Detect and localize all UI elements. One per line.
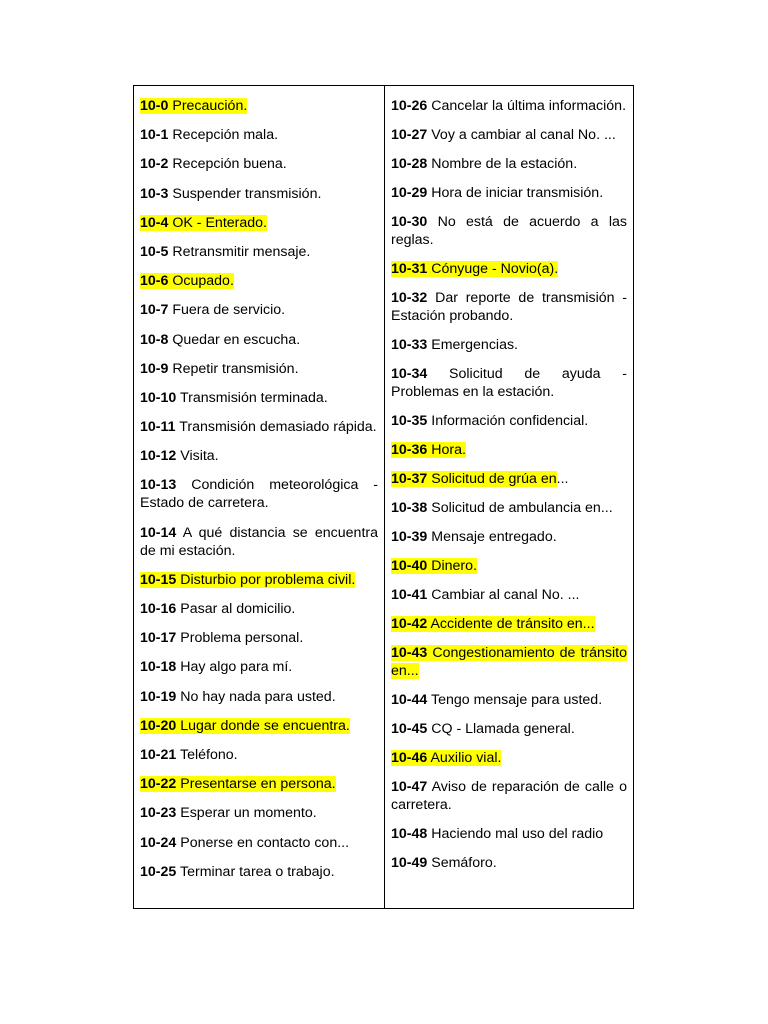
code-number: 10-15 bbox=[140, 571, 177, 588]
code-meaning: A qué distancia se encuentra de mi estación. bbox=[140, 524, 378, 559]
code-meaning: Disturbio por problema civil. bbox=[180, 571, 356, 588]
code-meaning: Transmisión terminada. bbox=[179, 389, 328, 406]
code-number: 10-30 bbox=[391, 214, 428, 230]
code-entry bbox=[391, 615, 627, 633]
entry-content bbox=[391, 855, 497, 871]
code-number: 10-7 bbox=[140, 302, 169, 319]
code-number: 10-24 bbox=[140, 834, 177, 851]
code-meaning-suffix: ... bbox=[556, 471, 569, 487]
code-meaning: Semáforo. bbox=[431, 855, 497, 871]
code-number: 10-48 bbox=[391, 826, 428, 842]
code-meaning: Retransmitir mensaje. bbox=[172, 243, 311, 260]
entry-content bbox=[391, 366, 627, 400]
right-column bbox=[385, 86, 633, 908]
code-number: 10-25 bbox=[140, 863, 177, 880]
entry-content bbox=[391, 290, 627, 324]
code-meaning: Visita. bbox=[180, 448, 219, 465]
entry-content bbox=[140, 659, 292, 675]
code-entry bbox=[391, 470, 627, 488]
code-meaning: Transmisión demasiado rápida. bbox=[179, 419, 377, 436]
entry-content bbox=[140, 302, 285, 318]
entry-content bbox=[391, 413, 588, 429]
code-meaning: Recepción mala. bbox=[172, 127, 279, 144]
code-entry bbox=[391, 825, 627, 843]
entry-content bbox=[140, 244, 310, 260]
code-number: 10-38 bbox=[391, 500, 428, 516]
code-entry bbox=[140, 658, 378, 676]
entry-content bbox=[140, 361, 299, 377]
code-number: 10-28 bbox=[391, 156, 428, 172]
highlight-mark bbox=[391, 750, 501, 766]
highlight-mark bbox=[140, 776, 336, 792]
code-meaning: Teléfono. bbox=[179, 746, 238, 763]
code-entry bbox=[391, 528, 627, 546]
code-meaning: CQ - Llamada general. bbox=[431, 721, 575, 737]
code-number: 10-43 bbox=[391, 645, 428, 661]
code-meaning: Problema personal. bbox=[180, 630, 304, 647]
code-number: 10-36 bbox=[391, 442, 428, 458]
entry-content bbox=[140, 419, 377, 435]
code-entry bbox=[391, 184, 627, 202]
entry-content bbox=[391, 500, 613, 516]
entry-content bbox=[140, 448, 219, 464]
code-entry bbox=[140, 746, 378, 764]
code-number: 10-1 bbox=[140, 127, 169, 144]
code-entry bbox=[140, 476, 378, 512]
code-number: 10-31 bbox=[391, 261, 428, 277]
code-meaning: Tengo mensaje para usted. bbox=[430, 692, 603, 708]
code-number: 10-8 bbox=[140, 331, 169, 348]
entry-content bbox=[391, 337, 518, 353]
code-number: 10-2 bbox=[140, 156, 169, 173]
code-number: 10-16 bbox=[140, 601, 177, 617]
code-number: 10-19 bbox=[140, 688, 177, 705]
code-number: 10-34 bbox=[391, 366, 428, 382]
highlight-mark bbox=[391, 442, 466, 458]
code-meaning: Fuera de servicio. bbox=[172, 302, 286, 319]
entry-content bbox=[140, 186, 321, 202]
code-number: 10-32 bbox=[391, 290, 428, 306]
code-number: 10-41 bbox=[391, 587, 428, 603]
code-meaning: Suspender transmisión. bbox=[172, 185, 322, 202]
code-entry bbox=[140, 447, 378, 465]
entry-content bbox=[140, 805, 317, 821]
code-entry bbox=[140, 389, 378, 407]
highlight-mark bbox=[140, 273, 234, 289]
highlight-mark bbox=[140, 572, 355, 588]
code-entry bbox=[140, 97, 378, 115]
code-number: 10-42 bbox=[391, 616, 428, 632]
code-entry bbox=[391, 720, 627, 738]
entry-content bbox=[391, 721, 575, 737]
code-meaning: Lugar donde se encuentra. bbox=[180, 717, 350, 734]
code-meaning: Nombre de la estación. bbox=[431, 156, 578, 172]
code-number: 10-21 bbox=[140, 746, 177, 763]
code-meaning: Aviso de reparación de calle o carretera. bbox=[391, 779, 627, 813]
code-meaning: Dinero. bbox=[431, 558, 477, 574]
highlight-mark bbox=[140, 98, 247, 114]
code-meaning: Auxilio vial. bbox=[430, 750, 502, 766]
code-number: 10-27 bbox=[391, 127, 428, 143]
code-meaning: Esperar un momento. bbox=[180, 805, 317, 822]
code-entry bbox=[140, 717, 378, 735]
entry-content bbox=[140, 630, 303, 646]
code-meaning: No hay nada para usted. bbox=[180, 688, 336, 705]
code-entry bbox=[140, 524, 378, 560]
code-entry bbox=[140, 834, 378, 852]
code-meaning: Emergencias. bbox=[431, 337, 518, 353]
highlight-mark bbox=[140, 718, 350, 734]
code-entry bbox=[140, 331, 378, 349]
code-number: 10-49 bbox=[391, 855, 428, 871]
code-number: 10-4 bbox=[140, 214, 169, 231]
code-number: 10-3 bbox=[140, 185, 169, 202]
code-meaning: Accidente de tránsito en... bbox=[430, 616, 595, 632]
entry-content bbox=[140, 127, 278, 143]
entry-content bbox=[391, 156, 577, 172]
code-entry bbox=[140, 863, 378, 881]
entry-content bbox=[140, 601, 295, 617]
entry-content bbox=[140, 689, 336, 705]
entry-content bbox=[391, 529, 557, 545]
code-entry bbox=[391, 778, 627, 814]
code-meaning: Repetir transmisión. bbox=[172, 360, 299, 377]
code-entry bbox=[391, 441, 627, 459]
code-meaning: Presentarse en persona. bbox=[180, 776, 336, 793]
code-number: 10-47 bbox=[391, 779, 428, 795]
code-meaning: OK - Enterado. bbox=[172, 214, 267, 231]
code-meaning: Solicitud de ambulancia en... bbox=[431, 500, 613, 516]
code-number: 10-39 bbox=[391, 529, 428, 545]
code-meaning: Pasar al domicilio. bbox=[180, 601, 296, 617]
highlight-mark bbox=[391, 471, 557, 487]
code-number: 10-20 bbox=[140, 717, 177, 734]
code-entry bbox=[140, 360, 378, 378]
entry-content bbox=[391, 587, 580, 603]
code-entry bbox=[391, 854, 627, 872]
code-entry bbox=[140, 418, 378, 436]
ten-codes-table bbox=[133, 85, 634, 909]
code-entry bbox=[140, 185, 378, 203]
code-entry bbox=[140, 571, 378, 589]
code-number: 10-6 bbox=[140, 273, 169, 290]
code-entry bbox=[140, 272, 378, 290]
code-number: 10-35 bbox=[391, 413, 428, 429]
entry-content bbox=[140, 390, 328, 406]
code-meaning: Recepción buena. bbox=[172, 156, 287, 173]
code-meaning: Hora. bbox=[431, 442, 466, 458]
code-meaning: Solicitud de ayuda - Problemas en la estación. bbox=[391, 366, 627, 400]
code-meaning: Condición meteorológica - Estado de carretera. bbox=[140, 477, 378, 512]
code-number: 10-40 bbox=[391, 558, 428, 574]
code-number: 10-33 bbox=[391, 337, 428, 353]
code-entry bbox=[140, 126, 378, 144]
code-number: 10-29 bbox=[391, 185, 428, 201]
code-entry bbox=[391, 412, 627, 430]
code-number: 10-11 bbox=[140, 419, 176, 436]
code-meaning: Hora de iniciar transmisión. bbox=[431, 185, 604, 201]
code-entry bbox=[391, 691, 627, 709]
code-meaning: Hay algo para mí. bbox=[180, 659, 293, 676]
entry-content bbox=[140, 525, 378, 559]
code-number: 10-46 bbox=[391, 750, 428, 766]
entry-content bbox=[140, 864, 335, 880]
code-meaning: Voy a cambiar al canal No. ... bbox=[431, 127, 616, 143]
code-number: 10-13 bbox=[140, 477, 177, 494]
code-entry bbox=[140, 243, 378, 261]
code-entry bbox=[391, 365, 627, 401]
highlight-mark bbox=[391, 645, 627, 679]
code-entry bbox=[140, 600, 378, 618]
code-number: 10-37 bbox=[391, 471, 428, 487]
code-number: 10-14 bbox=[140, 524, 177, 541]
code-entry bbox=[391, 586, 627, 604]
code-meaning: Quedar en escucha. bbox=[172, 331, 301, 348]
code-meaning: Dar reporte de transmisión - Estación probando. bbox=[391, 290, 628, 324]
code-entry bbox=[391, 155, 627, 173]
entry-content bbox=[391, 185, 603, 201]
code-number: 10-18 bbox=[140, 659, 177, 676]
code-entry bbox=[140, 804, 378, 822]
code-meaning: Cancelar la última información. bbox=[431, 98, 627, 114]
entry-content bbox=[391, 98, 626, 114]
code-entry bbox=[140, 301, 378, 319]
code-entry bbox=[391, 644, 627, 680]
entry-content bbox=[140, 835, 349, 851]
highlight-mark bbox=[391, 616, 595, 632]
code-meaning: Ponerse en contacto con... bbox=[180, 834, 350, 851]
code-entry bbox=[140, 214, 378, 232]
entry-content bbox=[140, 477, 378, 511]
code-entry bbox=[391, 336, 627, 354]
code-entry bbox=[391, 260, 627, 278]
highlight-mark bbox=[391, 558, 477, 574]
entry-content bbox=[391, 692, 602, 708]
code-entry bbox=[140, 629, 378, 647]
left-column bbox=[134, 86, 385, 908]
code-number: 10-5 bbox=[140, 243, 169, 260]
entry-content bbox=[391, 779, 627, 813]
entry-content bbox=[391, 826, 603, 842]
code-meaning: Mensaje entregado. bbox=[431, 529, 557, 545]
code-meaning: No está de acuerdo a las reglas. bbox=[391, 214, 627, 248]
code-entry bbox=[391, 97, 627, 115]
entry-content bbox=[140, 747, 238, 763]
code-meaning: Ocupado. bbox=[172, 273, 234, 290]
code-meaning: Terminar tarea o trabajo. bbox=[179, 863, 335, 880]
code-entry bbox=[140, 688, 378, 706]
code-number: 10-22 bbox=[140, 776, 177, 793]
code-number: 10-44 bbox=[391, 692, 428, 708]
code-entry bbox=[391, 557, 627, 575]
code-entry bbox=[140, 155, 378, 173]
code-number: 10-17 bbox=[140, 630, 177, 647]
code-number: 10-26 bbox=[391, 98, 428, 114]
code-entry bbox=[391, 213, 627, 249]
code-number: 10-12 bbox=[140, 448, 177, 465]
code-meaning: Precaución. bbox=[172, 98, 248, 114]
entry-content bbox=[391, 127, 616, 143]
code-meaning: Solicitud de grúa en bbox=[431, 471, 557, 487]
entry-content bbox=[140, 156, 287, 172]
code-number: 10-0 bbox=[140, 98, 169, 114]
entry-content bbox=[140, 332, 300, 348]
code-number: 10-9 bbox=[140, 360, 169, 377]
code-number: 10-45 bbox=[391, 721, 428, 737]
code-meaning: Haciendo mal uso del radio bbox=[431, 826, 604, 842]
code-entry bbox=[391, 749, 627, 767]
code-entry bbox=[391, 126, 627, 144]
code-meaning: Congestionamiento de tránsito en... bbox=[391, 645, 627, 679]
entry-content bbox=[391, 214, 627, 248]
code-number: 10-10 bbox=[140, 389, 177, 406]
code-entry bbox=[391, 499, 627, 517]
code-entry bbox=[140, 775, 378, 793]
highlight-mark bbox=[140, 215, 267, 231]
code-number: 10-23 bbox=[140, 805, 177, 822]
code-meaning: Cambiar al canal No. ... bbox=[431, 587, 580, 603]
highlight-mark bbox=[391, 261, 558, 277]
code-entry bbox=[391, 289, 627, 325]
code-meaning: Cónyuge - Novio(a). bbox=[431, 261, 559, 277]
code-meaning: Información confidencial. bbox=[431, 413, 589, 429]
